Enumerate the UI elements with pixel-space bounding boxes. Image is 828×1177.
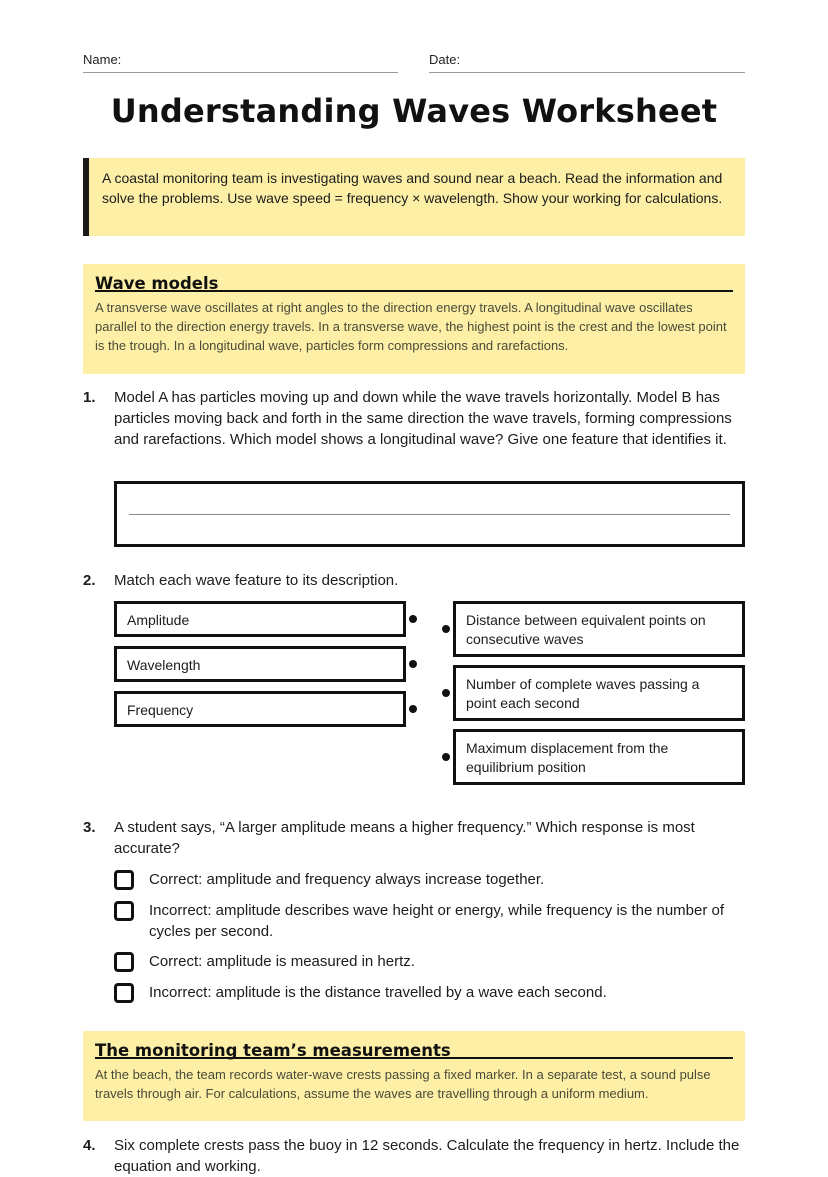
- match-dot-left[interactable]: [409, 705, 417, 713]
- checkbox[interactable]: [114, 901, 134, 921]
- match-dot-right[interactable]: [442, 625, 450, 633]
- match-dot-right[interactable]: [442, 753, 450, 761]
- match-dot-left[interactable]: [409, 615, 417, 623]
- section-measurements: [83, 1031, 745, 1121]
- question-number: 2.: [83, 572, 96, 589]
- question-number: 4.: [83, 1137, 96, 1154]
- match-term-amplitude[interactable]: Amplitude: [114, 601, 406, 637]
- match-dot-right[interactable]: [442, 689, 450, 697]
- checkbox[interactable]: [114, 983, 134, 1003]
- section-body: A transverse wave oscillates at right angles to the direction energy travels. A longitudinal wave oscillates parallel to the direction energy travels. In a transverse wave, the highest point is the crest and the lowest point is the trough. In a longitudinal wave, particles form compressions and rarefactions.: [95, 300, 727, 353]
- date-label: Date:: [429, 52, 461, 67]
- answer-line: [129, 514, 730, 515]
- option-1[interactable]: [114, 869, 745, 890]
- question-3: [83, 817, 745, 859]
- option-4[interactable]: [114, 982, 745, 1003]
- section-wave-models: [83, 264, 745, 374]
- intro-callout: A coastal monitoring team is investigating waves and sound near a beach. Read the information and solve the problems. Use wave speed = frequency × wavelength. Show your working for calculations.: [83, 158, 745, 236]
- question-2: [83, 570, 745, 591]
- question-1: [83, 387, 745, 450]
- option-label: Incorrect: amplitude describes wave height or energy, while frequency is the number of cycles per second.: [149, 902, 725, 940]
- option-3[interactable]: [114, 951, 745, 972]
- section-heading: The monitoring team’s measurements: [95, 1031, 733, 1059]
- match-description-3[interactable]: Maximum displacement from the equilibrium position: [453, 729, 745, 785]
- section-body: At the beach, the team records water-wave crests passing a fixed marker. In a separate test, a sound pulse travels through air. For calculations, assume the waves are travelling through a uniform medium.: [95, 1067, 711, 1101]
- option-label: Correct: amplitude is measured in hertz.: [149, 953, 415, 970]
- name-label: Name:: [83, 52, 122, 67]
- option-label: Incorrect: amplitude is the distance travelled by a wave each second.: [149, 984, 607, 1001]
- option-label: Correct: amplitude and frequency always increase together.: [149, 871, 545, 888]
- date-field[interactable]: [429, 52, 745, 73]
- question-text: Six complete crests pass the buoy in 12 seconds. Calculate the frequency in hertz. Include the equation and working.: [114, 1137, 740, 1175]
- match-description-2[interactable]: Number of complete waves passing a point each second: [453, 665, 745, 721]
- name-field[interactable]: [83, 52, 398, 73]
- match-dot-left[interactable]: [409, 660, 417, 668]
- answer-box[interactable]: [114, 481, 745, 547]
- checkbox[interactable]: [114, 870, 134, 890]
- checkbox[interactable]: [114, 952, 134, 972]
- question-text: Model A has particles moving up and down while the wave travels horizontally. Model B has particles moving back and forth in the same direction the wave travels, forming compressions and rarefactions. Which model shows a longitudinal wave? Give one feature that identifies it.: [114, 389, 732, 448]
- option-2[interactable]: [114, 900, 745, 942]
- match-description-1[interactable]: Distance between equivalent points on consecutive waves: [453, 601, 745, 657]
- question-text: Match each wave feature to its description.: [114, 572, 399, 589]
- question-number: 1.: [83, 389, 96, 406]
- question-text: A student says, “A larger amplitude means a higher frequency.” Which response is most accurate?: [114, 819, 695, 857]
- question-number: 3.: [83, 819, 96, 836]
- match-term-wavelength[interactable]: Wavelength: [114, 646, 406, 682]
- page-title: Understanding Waves Worksheet: [110, 92, 718, 130]
- match-term-frequency[interactable]: Frequency: [114, 691, 406, 727]
- section-heading: Wave models: [95, 264, 733, 292]
